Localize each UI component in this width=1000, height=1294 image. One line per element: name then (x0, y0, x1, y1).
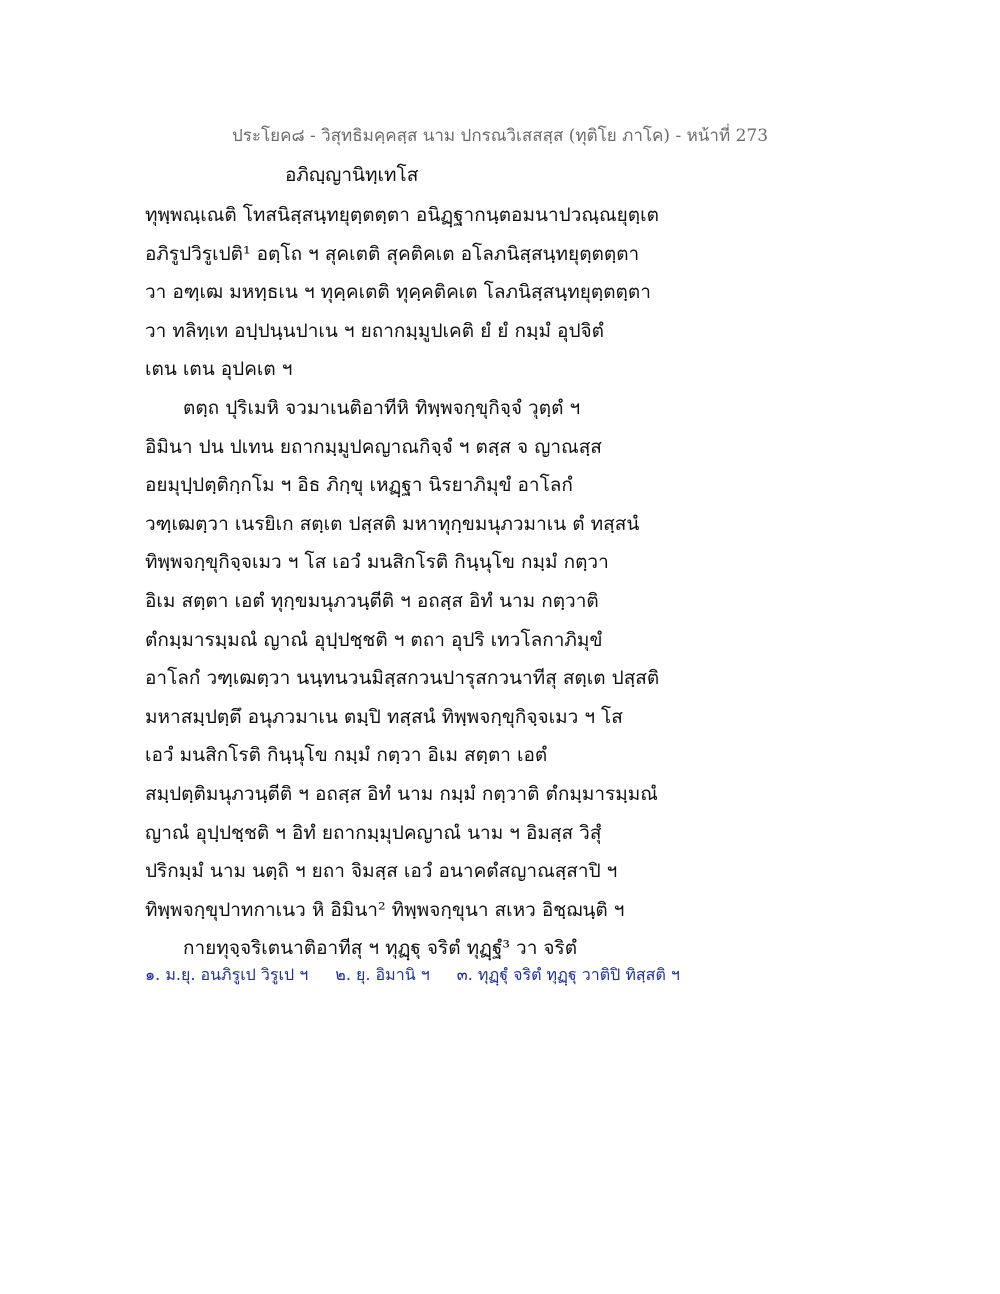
text-line-17: ญาณํ อุปฺปชฺชติ ฯ อิทํ ยถากมฺมุปคญาณํ นาม ฯ อิมสฺส วิสุํ (145, 821, 602, 844)
text-line-1: ทุพฺพณฺเณติ โทสนิสฺสนฺทยุตฺตตฺตา อนิฏฺฐากนฺตอมนาปวณฺณยุตฺเต (145, 204, 659, 226)
text-line-4: วา ทลิทฺเท อปฺปนฺนปาเน ฯ ยถากมฺมูปเคติ ยํ ยํ กมฺมํ อุปจิตํ (145, 319, 604, 342)
text-line-11: อิเม สตฺตา เอตํ ทุกฺขมนุภวนฺตีติ ฯ อถสฺส อิทํ นาม กตฺวาติ (145, 589, 599, 612)
text-line-13: อาโลกํ วฑฺเฒตฺวา นนฺทนวนมิสฺสกวนปารุสกวนาทีสุ สตฺเต ปสฺสติ (145, 667, 660, 690)
text-line-20: กายทุจฺจริเตนาติอาทีสุ ฯ ทุฏฺฐุ จริตํ ทุฏฺฐํ³ วา จริตํ (183, 937, 578, 960)
text-line-14: มหาสมฺปตฺตึ อนุภวมาเน ตมฺปิ ทสฺสนํ ทิพฺพจกฺขุกิจฺจเมว ฯ โส (145, 705, 623, 728)
section-title: อภิญฺญานิทฺเทโส (285, 164, 419, 186)
text-line-12: ตํกมฺมารมฺมณํ ญาณํ อุปฺปชฺชติ ฯ ตถา อุปริ เทวโลกาภิมุขํ (145, 628, 603, 651)
body-text (145, 196, 745, 968)
text-line-9: วฑฺเฒตฺวา เนรยิเก สตฺเต ปสฺสติ มหาทุกฺขมนุภวมาเน ตํ ทสฺสนํ (145, 512, 640, 535)
text-line-5: เตน เตน อุปคเต ฯ (145, 358, 293, 381)
text-line-8: อยมุปฺปตฺติกฺกโม ฯ อิธ ภิกฺขุ เหฏฺฐา นิรยาภิมุขํ อาโลกํ (145, 474, 573, 497)
text-line-15: เอวํ มนสิกโรติ กินฺนุโข กมฺมํ กตฺวา อิเม สตฺตา เอตํ (145, 744, 548, 767)
footnote-1: ๑. ม.ยุ. อนภิรูเป วิรูเป ฯ (145, 965, 309, 984)
text-line-10: ทิพฺพจกฺขุกิจฺจเมว ฯ โส เอวํ มนสิกโรติ กินฺนุโข กมฺมํ กตฺวา (145, 551, 609, 574)
text-line-2: อภิรูปวิรูเปติ¹ อตฺโถ ฯ สุคเตติ สุคติคเต อโลภนิสฺสนฺทยุตฺตตฺตา (145, 242, 640, 265)
footnote-2: ๒. ยุ. อิมานิ ฯ (335, 965, 430, 984)
text-line-18: ปริกมฺมํ นาม นตฺถิ ฯ ยถา จิมสฺส เอวํ อนาคตํสญาณสฺสาปิ ฯ (145, 860, 618, 883)
footnotes (145, 963, 702, 988)
text-line-6: ตตฺถ ปุริเมหิ จวมาเนติอาทีหิ ทิพฺพจกฺขุกิจฺจํ วุตฺตํ ฯ (183, 396, 581, 419)
footnote-3: ๓. ทุฏฺฐุํ จริตํ ทุฏฺฐุ วาติปิ ทิสฺสติ ฯ (456, 965, 680, 984)
text-line-16: สมฺปตฺติมนุภวนฺตีติ ฯ อถสฺส อิทํ นาม กมฺมํ กตฺวาติ ตํกมฺมารมฺมณํ (145, 782, 658, 805)
page-header: ประโยค๘ - วิสุทธิมคฺคสฺส นาม ปกรณวิเสสสฺส (ทุติโย ภาโค) - หน้าที่ 273 (231, 126, 769, 146)
text-line-19: ทิพฺพจกฺขุปาทกาเนว หิ อิมินา² ทิพฺพจกฺขุนา สเหว อิชฺฌนฺติ ฯ (145, 898, 625, 921)
text-line-3: วา อฑฺเฒ มหทฺธเน ฯ ทุคฺคเตติ ทุคฺคติคเต โลภนิสฺสนฺทยุตฺตตฺตา (145, 281, 651, 304)
text-line-7: อิมินา ปน ปเทน ยถากมฺมูปคญาณกิจฺจํ ฯ ตสฺส จ ญาณสฺส (145, 435, 602, 458)
